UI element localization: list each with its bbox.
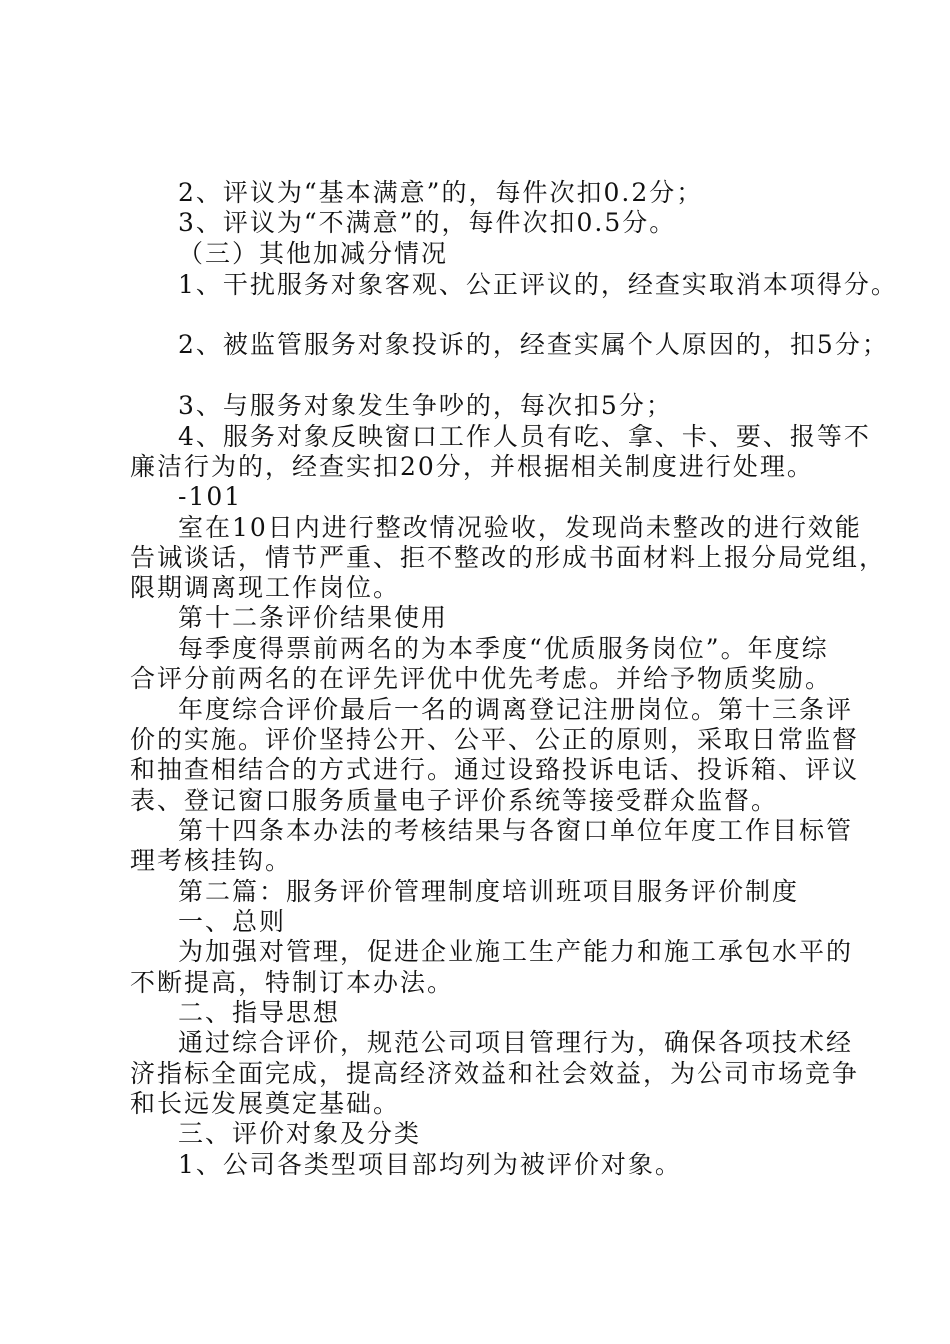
article-heading: 第十二条评价结果使用 <box>178 603 449 632</box>
text-line: 表、登记窗口服务质量电子评价系统等接受群众监督。 <box>130 786 779 815</box>
text-line: 室在10日内进行整改情况验收，发现尚未整改的进行效能 <box>178 513 862 542</box>
text-line: 1、干扰服务对象客观、公正评议的，经查实取消本项得分。 <box>178 270 898 299</box>
text-line: 1、公司各类型项目部均列为被评价对象。 <box>178 1150 682 1179</box>
text-line: 合评分前两名的在评先评优中优先考虑。并给予物质奖励。 <box>130 664 833 693</box>
text-line: 2、被监管服务对象投诉的，经查实属个人原因的，扣5分； <box>178 330 889 359</box>
text-line: 3、评议为“不满意”的，每件次扣0.5分。 <box>178 208 677 237</box>
text-line: 理考核挂钩。 <box>130 846 293 875</box>
text-line: 限期调离现工作岗位。 <box>130 573 401 602</box>
text-line: 4、服务对象反映窗口工作人员有吃、拿、卡、要、报等不 <box>178 422 871 451</box>
text-line: 每季度得票前两名的为本季度“优质服务岗位”。年度综 <box>178 634 829 663</box>
text-line: 和抽查相结合的方式进行。通过设臵投诉电话、投诉箱、评议 <box>130 755 860 784</box>
section-heading: 三、评价对象及分类 <box>178 1119 422 1148</box>
section-heading: 二、指导思想 <box>178 998 341 1027</box>
text-line: 不断提高，特制订本办法。 <box>130 968 455 997</box>
chapter-heading: 第二篇：服务评价管理制度培训班项目服务评价制度 <box>178 877 800 906</box>
text-line: 价的实施。评价坚持公开、公平、公正的原则，采取日常监督 <box>130 725 860 754</box>
text-line: 3、与服务对象发生争吵的，每次扣5分； <box>178 391 673 420</box>
section-heading: 一、总则 <box>178 907 287 936</box>
text-line: 济指标全面完成，提高经济效益和社会效益，为公司市场竞争 <box>130 1059 860 1088</box>
text-line: 第十四条本办法的考核结果与各窗口单位年度工作目标管 <box>178 816 854 845</box>
text-line: 为加强对管理，促进企业施工生产能力和施工承包水平的 <box>178 937 854 966</box>
text-line: 2、评议为“基本满意”的，每件次扣0.2分； <box>178 178 704 207</box>
text-line: 告诫谈话，情节严重、拒不整改的形成书面材料上报分局党组， <box>130 543 887 572</box>
text-line: 和长远发展奠定基础。 <box>130 1089 401 1118</box>
text-line: 通过综合评价，规范公司项目管理行为，确保各项技术经 <box>178 1028 854 1057</box>
page-marker: -101 <box>178 482 243 511</box>
section-heading: （三）其他加减分情况 <box>178 239 449 268</box>
text-line: 廉洁行为的，经查实扣20分，并根据相关制度进行处理。 <box>130 452 814 481</box>
text-line: 年度综合评价最后一名的调离登记注册岗位。第十三条评 <box>178 695 854 724</box>
